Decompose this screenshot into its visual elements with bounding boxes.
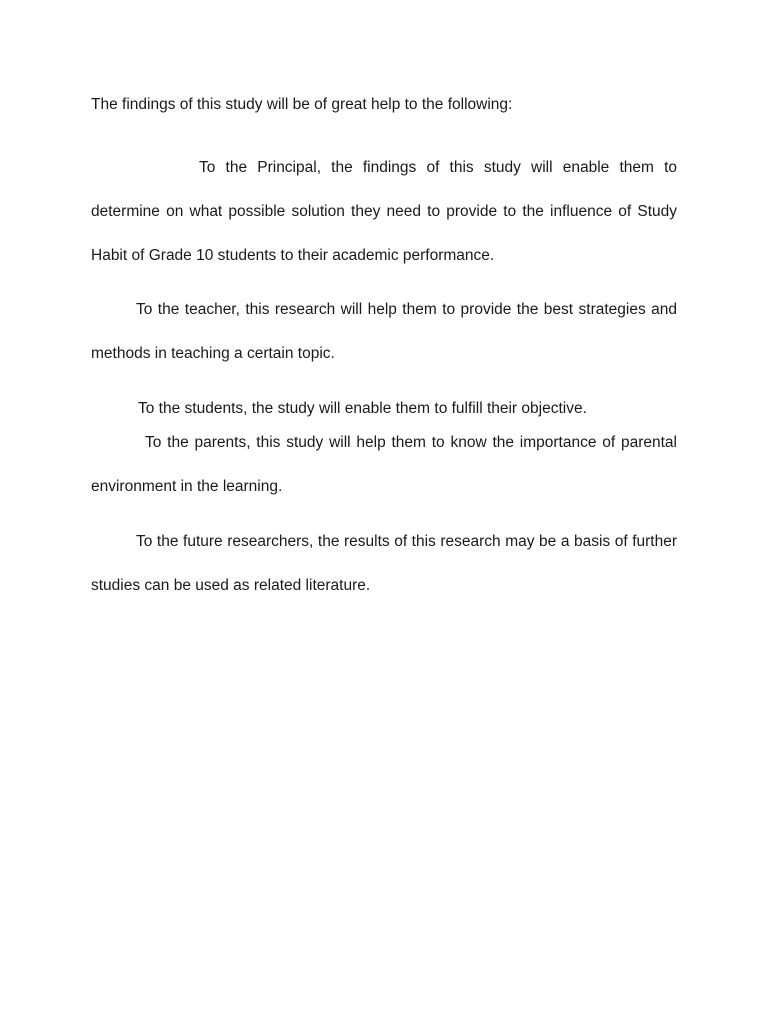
- paragraph-principal: To the Principal, the findings of this study will enable them to determine on what possible solution they need to provide to the influence of Study Habit of Grade 10 students to their academic performance.: [91, 159, 677, 264]
- paragraph-students: To the students, the study will enable them to fulfill their objective.: [138, 400, 587, 417]
- paragraph-future-researchers: To the future researchers, the results of this research may be a basis of further studies can be used as related literature.: [91, 533, 677, 594]
- paragraph-teacher: To the teacher, this research will help them to provide the best strategies and methods in teaching a certain topic.: [91, 301, 677, 362]
- paragraph-parents: To the parents, this study will help them to know the importance of parental environment in the learning.: [91, 434, 677, 495]
- intro-sentence: The findings of this study will be of great help to the following:: [91, 96, 513, 113]
